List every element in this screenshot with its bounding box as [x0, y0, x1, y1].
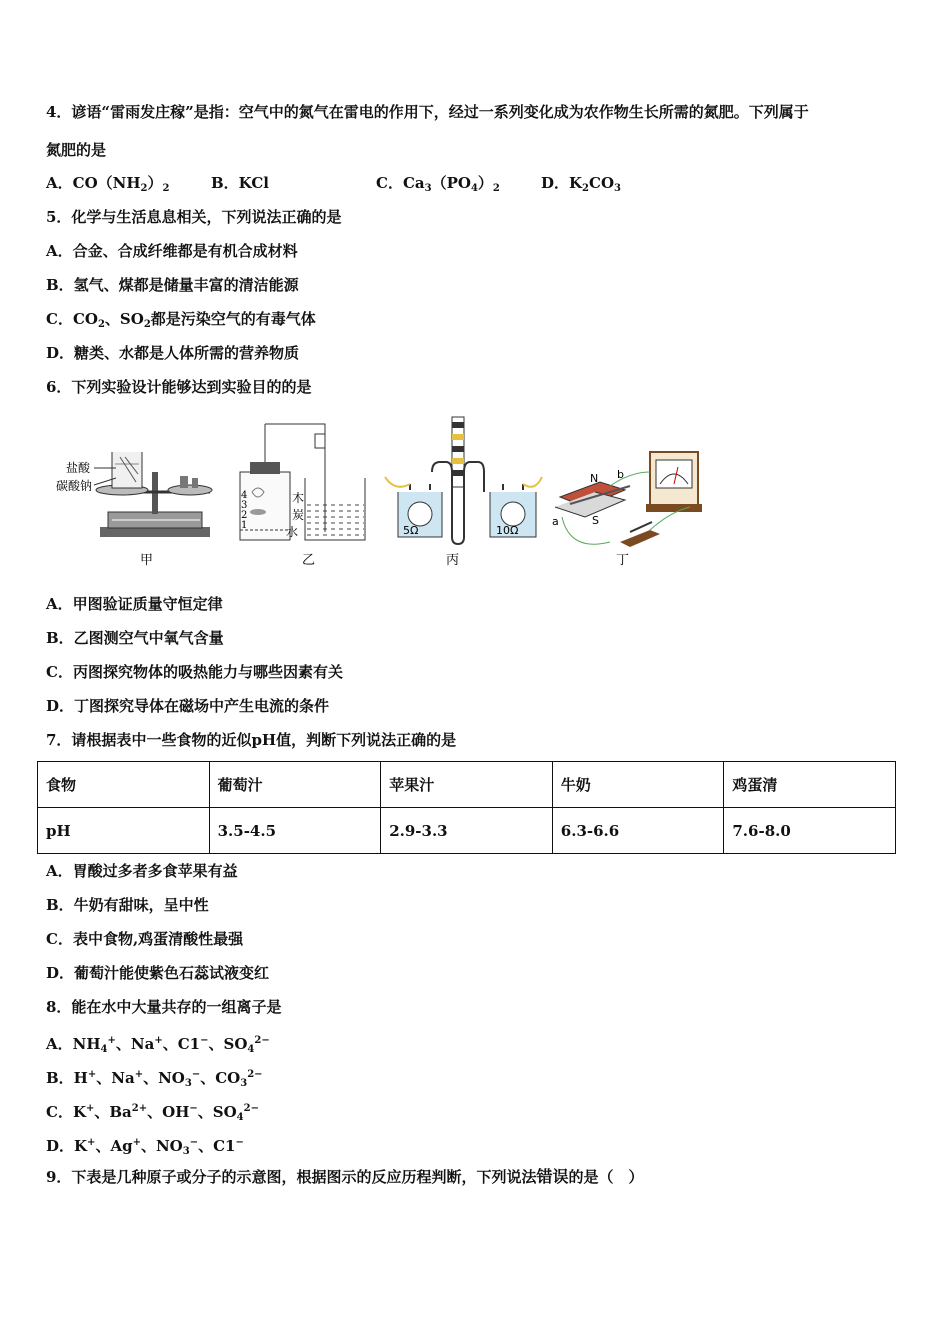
q4-option-c: C．$Ca_3(PO_4)_2$	[376, 174, 500, 194]
q7-stem: 7．请根据表中一些食物的近似pH值，判断下列说法正确的是	[46, 731, 457, 749]
ph-table	[37, 761, 896, 854]
table-cell: 鸡蛋清	[724, 762, 896, 808]
scale-2: 2	[241, 510, 248, 521]
q4-stem-line1: 4．谚语“雷雨发庄稼”是指：空气中的氮气在雷电的作用下，经过一系列变化成为农作物生长所需的氮肥。下列属于	[46, 103, 809, 121]
q6-option-d: D．丁图探究导体在磁场中产生电流的条件	[46, 697, 330, 715]
table-cell: 苹果汁	[381, 762, 553, 808]
q7-option-b: B．牛奶有甜味，呈中性	[46, 896, 209, 914]
q9-stem: 9．下表是几种原子或分子的示意图，根据图示的反应历程判断，下列说法错误的是（ ）	[46, 1167, 644, 1186]
label-tan: 炭	[292, 508, 305, 522]
q4-stem-line2: 氮肥的是	[46, 141, 107, 159]
q6-option-b: B．乙图测空气中氧气含量	[46, 629, 224, 647]
label-n: N	[590, 472, 599, 485]
table-cell: 食物	[38, 762, 210, 808]
balance-apparatus	[94, 452, 212, 537]
label-yi: 乙	[302, 553, 316, 568]
q5-option-c: C．$CO_2$、$SO_2$都是污染空气的有毒气体	[46, 310, 316, 330]
table-cell: 2.9-3.3	[381, 808, 553, 854]
q4-option-b: B．KCl	[211, 174, 269, 192]
q8-option-a: A．$NH_4^+$、Na+、C1−、$SO_4^{2-}$	[46, 1035, 270, 1055]
table-row	[38, 808, 896, 854]
q5-stem: 5．化学与生活息息相关，下列说法正确的是	[46, 208, 342, 226]
label-shui: 水	[286, 525, 299, 539]
table-cell: 3.5-4.5	[209, 808, 381, 854]
table-cell: 6.3-6.6	[552, 808, 724, 854]
label-na2co3: 碳酸钠	[56, 479, 93, 493]
label-5ohm: 5Ω	[403, 524, 419, 537]
q6-option-c: C．丙图探究物体的吸热能力与哪些因素有关	[46, 663, 343, 681]
table-row	[38, 762, 896, 808]
label-b: b	[617, 468, 624, 481]
scale-3: 3	[241, 500, 248, 511]
label-mu: 木	[292, 491, 305, 505]
label-10ohm: 10Ω	[496, 524, 519, 537]
q6-experiment-figure	[50, 412, 710, 572]
label-a: a	[552, 515, 559, 528]
q8-stem: 8．能在水中大量共存的一组离子是	[46, 998, 282, 1016]
scale-1: 1	[241, 520, 248, 531]
q7-option-a: A．胃酸过多者多食苹果有益	[46, 862, 238, 880]
q5-option-b: B．氢气、煤都是储量丰富的清洁能源	[46, 276, 299, 294]
q7-option-c: C．表中食物,鸡蛋清酸性最强	[46, 930, 244, 948]
table-cell: 牛奶	[552, 762, 724, 808]
table-cell: 7.6-8.0	[724, 808, 896, 854]
q5-option-a: A．合金、合成纤维都是有机合成材料	[46, 242, 298, 260]
q8-option-c: C．K+、$Ba^{2+}$、OH−、$SO_4^{2-}$	[46, 1103, 259, 1123]
label-hcl: 盐酸	[66, 461, 91, 475]
label-bing: 丙	[446, 553, 460, 568]
q6-option-a: A．甲图验证质量守恒定律	[46, 595, 223, 613]
q6-stem: 6．下列实验设计能够达到实验目的的是	[46, 378, 312, 396]
q8-option-d: D．K+、Ag+、$NO_3^-$、C1−	[46, 1137, 244, 1157]
label-s: S	[592, 514, 599, 527]
table-cell: 葡萄汁	[209, 762, 381, 808]
scale-4: 4	[241, 490, 248, 501]
q4-option-a: A．$CO(NH_2)_2$	[46, 174, 170, 194]
q5-option-d: D．糖类、水都是人体所需的营养物质	[46, 344, 300, 362]
q4-option-d: D．$K_2CO_3$	[541, 174, 621, 194]
table-cell: pH	[38, 808, 210, 854]
oxygen-apparatus	[240, 424, 365, 540]
q8-option-b: B．H+、Na+、$NO_3^-$、$CO_3^{2-}$	[46, 1069, 263, 1089]
label-ding: 丁	[616, 553, 630, 568]
label-jia: 甲	[140, 553, 154, 568]
induction-apparatus	[555, 452, 702, 547]
q7-option-d: D．葡萄汁能使紫色石蕊试液变红	[46, 964, 270, 982]
